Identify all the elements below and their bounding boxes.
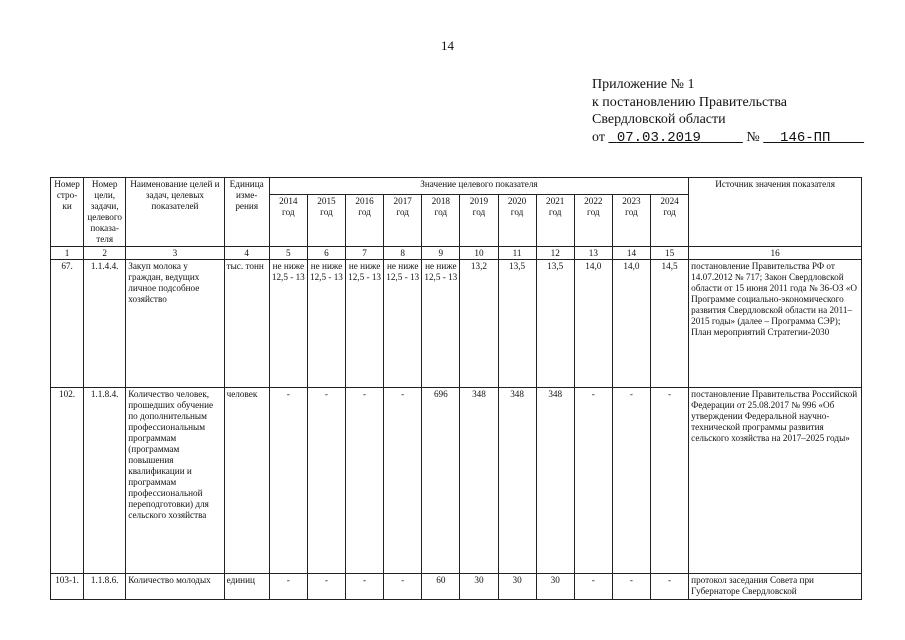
header-source: Источник значения показателя [689,178,862,247]
value-cell: не ниже 12,5 - 13 [307,260,345,388]
row-number: 67. [51,260,84,388]
column-index: 16 [689,247,862,260]
value-cell: - [574,574,612,600]
header-year: 2015 год [307,195,345,247]
value-cell: не ниже 12,5 - 13 [346,260,384,388]
header-unit: Единица изме-рения [224,178,269,247]
value-cell: - [346,388,384,574]
source-cell: протокол заседания Совета при Губернаторе Свердловской [689,574,862,600]
value-cell: не ниже 12,5 - 13 [269,260,307,388]
value-cell: - [612,388,650,574]
header-year: 2018 год [422,195,460,247]
header-row [51,178,862,195]
column-index: 7 [346,247,384,260]
column-index: 13 [574,247,612,260]
value-cell: 14,5 [651,260,689,388]
value-cell: 13,5 [498,260,536,388]
value-cell: 30 [536,574,574,600]
value-cell: 14,0 [574,260,612,388]
value-cell: 30 [498,574,536,600]
header-year: 2014 год [269,195,307,247]
appendix-line-2: к постановлению Правительства [592,94,788,110]
column-index: 15 [651,247,689,260]
column-index: 2 [84,247,126,260]
appendix-header [592,76,864,147]
source-cell: постановление Правительства Российской Федерации от 25.08.2017 № 996 «Об утверждении Федеральной научно-технической программы развития сельского хозяйства на 2017–2025 годы» [689,388,862,574]
goal-number: 1.1.8.4. [84,388,126,574]
value-cell: 13,5 [536,260,574,388]
resolution-date: 07.03.2019 [616,129,701,146]
value-cell: - [384,388,422,574]
value-cell: - [269,574,307,600]
header-year: 2019 год [460,195,498,247]
value-cell: - [269,388,307,574]
goal-number: 1.1.8.6. [84,574,126,600]
header-year: 2023 год [612,195,650,247]
value-cell: 14,0 [612,260,650,388]
value-cell: - [307,574,345,600]
value-cell: 348 [460,388,498,574]
column-index: 1 [51,247,84,260]
header-name: Наименование целей и задач, целевых показателей [126,178,224,247]
header-year: 2017 год [384,195,422,247]
column-index: 12 [536,247,574,260]
value-cell: - [384,574,422,600]
page-number: 14 [441,38,454,53]
appendix-title: Приложение № 1 [592,77,695,92]
header-year: 2016 год [346,195,384,247]
value-cell: - [612,574,650,600]
value-cell: 696 [422,388,460,574]
number-prefix: № [746,129,760,145]
row-number: 102. [51,388,84,574]
column-index: 11 [498,247,536,260]
header-year: 2022 год [574,195,612,247]
column-index: 10 [460,247,498,260]
value-cell: 60 [422,574,460,600]
column-index: 14 [612,247,650,260]
date-prefix: от [592,129,605,145]
value-cell: 30 [460,574,498,600]
value-cell: не ниже 12,5 - 13 [422,260,460,388]
appendix-line-3: Свердловской области [592,112,726,127]
value-cell: - [574,388,612,574]
value-cell: 348 [498,388,536,574]
column-index: 4 [224,247,269,260]
value-cell: - [651,388,689,574]
value-cell: 348 [536,388,574,574]
column-index: 9 [422,247,460,260]
unit: единиц [224,574,269,600]
column-index-row [51,247,862,260]
header-year: 2021 год [536,195,574,247]
header-goal-number: Номер цели, задачи, целевого показа-теля [84,178,126,247]
header-row-number: Номер стро-ки [51,178,84,247]
row-number: 103-1. [51,574,84,600]
indicator-name: Закуп молока у граждан, ведущих личное подсобное хозяйство [126,260,224,388]
header-values-group: Значение целевого показателя [269,178,688,195]
unit: тыс. тонн [224,260,269,388]
column-index: 6 [307,247,345,260]
unit: человек [224,388,269,574]
table-row [51,388,862,574]
value-cell: - [307,388,345,574]
table-row [51,574,862,600]
value-cell: - [346,574,384,600]
value-cell: не ниже 12,5 - 13 [384,260,422,388]
value-cell: - [651,574,689,600]
header-year: 2024 год [651,195,689,247]
indicators-table [50,177,862,600]
header-year: 2020 год [498,195,536,247]
column-index: 8 [384,247,422,260]
column-index: 5 [269,247,307,260]
table-row [51,260,862,388]
source-cell: постановление Правительства РФ от 14.07.2012 № 717; Закон Свердловской области от 15 июня 2011 года № 36-ОЗ «О Программе социально-экономического развития Свердловской области на 2011–2015 годы» (далее – Программа СЭР); План мероприятий Стратегии-2030 [689,260,862,388]
goal-number: 1.1.4.4. [84,260,126,388]
indicator-name: Количество молодых [126,574,224,600]
value-cell: 13,2 [460,260,498,388]
resolution-number: 146-ПП [780,129,831,146]
appendix-date-line [592,129,864,148]
column-index: 3 [126,247,224,260]
indicator-name: Количество человек, прошедших обучение по дополнительным профессиональным программам (программам повышения квалификации и программам профессиональной переподготовки) для сельского хозяйства [126,388,224,574]
